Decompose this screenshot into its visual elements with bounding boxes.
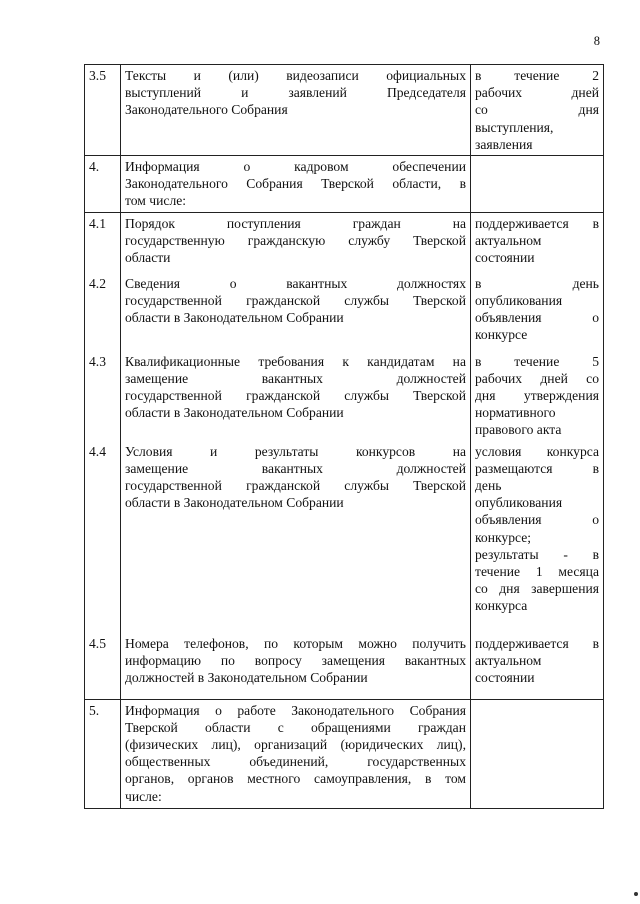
term-line: рабочих дней со <box>475 370 599 386</box>
row-description <box>121 441 471 633</box>
row-description <box>121 156 471 213</box>
information-table <box>84 64 604 809</box>
term-line: в течение 5 <box>475 353 599 369</box>
description-line: Законодательного Собрания Тверской области, в <box>125 176 466 192</box>
row-description <box>121 212 471 273</box>
description-line: области <box>125 250 171 266</box>
row-term <box>471 441 604 633</box>
row-number: 3.5 <box>85 65 121 156</box>
term-line: со дня <box>475 102 599 118</box>
description-line: числе: <box>125 788 162 804</box>
term-line: в течение 2 <box>475 68 599 83</box>
row-number: 4.4 <box>85 441 121 633</box>
term-line: конкурса <box>475 598 528 614</box>
description-line: должностей в Законодательном Собрании <box>125 670 368 686</box>
description-line: выступлений и заявлений Председателя <box>125 85 466 101</box>
table-row <box>85 441 604 633</box>
table-body <box>85 65 604 809</box>
scan-artifact <box>634 892 638 896</box>
term-line: поддерживается в <box>475 635 599 651</box>
row-description <box>121 65 471 156</box>
term-line: размещаются в <box>475 460 599 476</box>
term-line: объявления о <box>475 512 599 528</box>
description-line: государственной гражданской службы Тверской <box>125 478 466 494</box>
row-number: 4.1 <box>85 212 121 273</box>
term-line: конкурсе <box>475 327 528 343</box>
description-line: государственную гражданскую службу Тверской <box>125 232 466 248</box>
table-row <box>85 273 604 351</box>
row-number: 4.5 <box>85 633 121 700</box>
term-line: в день <box>475 275 599 291</box>
table-row <box>85 699 604 808</box>
description-line: Тверской области с обращениями граждан <box>125 719 466 735</box>
description-line: Законодательного Собрания <box>125 102 288 118</box>
term-line: правового акта <box>475 422 562 438</box>
term-line: течение 1 месяца <box>475 564 599 580</box>
description-line: области в Законодательном Собрании <box>125 310 344 326</box>
description-line: органов, органов местного самоуправления, в том <box>125 771 466 787</box>
description-line: общественных объединений, государственных <box>125 754 466 770</box>
row-description <box>121 699 471 808</box>
description-line: информацию по вопросу замещения вакантных <box>125 652 466 668</box>
term-line: условия конкурса <box>475 443 599 459</box>
description-line: Информация о работе Законодательного Собрания <box>125 702 466 718</box>
row-number: 5. <box>85 699 121 808</box>
description-line: Информация о кадровом обеспечении <box>125 159 466 175</box>
table-row <box>85 633 604 700</box>
description-line: том числе: <box>125 193 187 209</box>
row-term <box>471 156 604 213</box>
table-row <box>85 351 604 441</box>
description-line: государственной гражданской службы Тверской <box>125 388 466 404</box>
term-line: состоянии <box>475 250 535 266</box>
row-number: 4.2 <box>85 273 121 351</box>
term-line: заявления <box>475 136 533 152</box>
term-line: объявления о <box>475 310 599 326</box>
description-line: замещение вакантных должностей <box>125 370 466 386</box>
row-number: 4.3 <box>85 351 121 441</box>
description-line: области в Законодательном Собрании <box>125 495 344 511</box>
term-line: конкурсе; <box>475 529 532 545</box>
term-line: актуальном <box>475 232 542 248</box>
table-row <box>85 65 604 156</box>
table-row <box>85 212 604 273</box>
term-line: со дня завершения <box>475 581 599 597</box>
row-term <box>471 273 604 351</box>
row-number: 4. <box>85 156 121 213</box>
term-line: поддерживается в <box>475 215 599 231</box>
term-line: выступления, <box>475 119 554 135</box>
row-description <box>121 633 471 700</box>
term-line: опубликования <box>475 292 563 308</box>
term-line: актуальном <box>475 652 542 668</box>
term-line: состоянии <box>475 670 535 686</box>
description-line: Номера телефонов, по которым можно получить <box>125 635 466 651</box>
term-line: результаты - в <box>475 546 599 562</box>
page-number: 8 <box>593 34 600 48</box>
row-description <box>121 351 471 441</box>
term-line: дня утверждения <box>475 388 599 404</box>
term-line: день <box>475 478 502 494</box>
row-term <box>471 633 604 700</box>
term-line: опубликования <box>475 495 563 511</box>
term-line: рабочих дней <box>475 85 599 101</box>
description-line: Сведения о вакантных должностях <box>125 275 466 291</box>
description-line: Тексты и (или) видеозаписи официальных <box>125 68 466 83</box>
description-line: Условия и результаты конкурсов на <box>125 443 466 459</box>
term-line: нормативного <box>475 405 556 421</box>
description-line: области в Законодательном Собрании <box>125 405 344 421</box>
table-row <box>85 156 604 213</box>
description-line: Квалификационные требования к кандидатам на <box>125 353 466 369</box>
row-term <box>471 65 604 156</box>
row-term <box>471 699 604 808</box>
row-term <box>471 351 604 441</box>
description-line: государственной гражданской службы Тверской <box>125 292 466 308</box>
description-line: замещение вакантных должностей <box>125 460 466 476</box>
description-line: (физических лиц), организаций (юридических лиц), <box>125 737 466 753</box>
row-description <box>121 273 471 351</box>
row-term <box>471 212 604 273</box>
description-line: Порядок поступления граждан на <box>125 215 466 231</box>
